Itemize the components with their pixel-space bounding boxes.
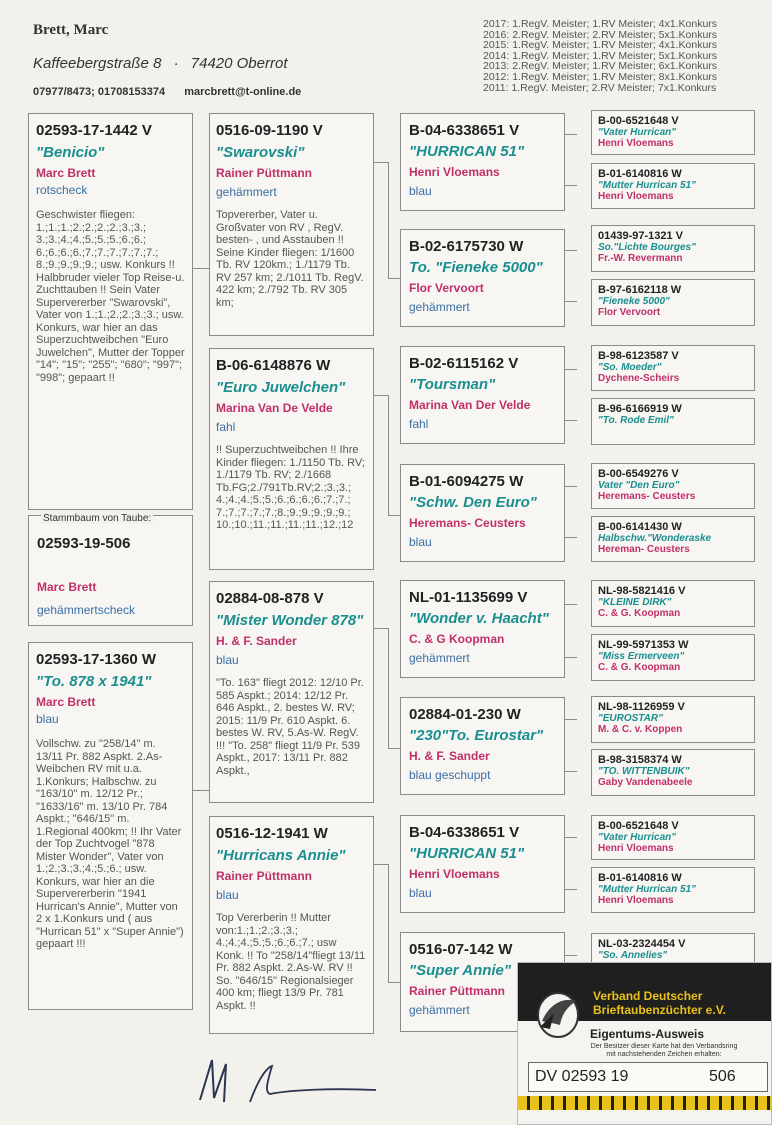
gen4-name: "Mutter Hurrican 51" [598, 180, 696, 191]
pigeon-logo-icon [530, 983, 585, 1043]
father-ring: 02593-17-1442 V [36, 122, 152, 139]
gen2-description: "To. 163" fliegt 2012: 12/10 Pr. 585 Aspkt.; 2014: 12/12 Pr. 646 Aspkt., 2. bestes W. RV; 2015: 11/9 Pr. 610 Aspkt. 6. bestes W. RV, 5.As-W. RegV. !!! "To. 258" fliegt 11/9 Pr. 539 Aspkt., 2017: 13/11 Pr. 882 Aspkt., [216, 677, 364, 777]
gen4-ring: NL-98-1126959 V [598, 701, 685, 713]
card-org-line1: Verband Deutscher [593, 989, 703, 1003]
gen4-name: "Vater Hurrican" [598, 127, 677, 138]
connector-line [565, 604, 577, 605]
card-pattern-strip [518, 1096, 772, 1110]
gen3-ring: B-04-6338651 V [409, 122, 520, 139]
gen3-box [400, 113, 565, 211]
gen2-ring: 02884-08-878 V [216, 590, 324, 607]
gen4-box [591, 749, 755, 796]
gen2-box [209, 113, 374, 336]
gen3-name: "Super Annie" [409, 962, 512, 979]
gen3-box [400, 464, 565, 562]
gen4-breeder: Heremans- Ceusters [598, 491, 696, 502]
gen3-color: blau [409, 886, 432, 900]
gen3-color: blau geschuppt [409, 768, 491, 782]
gen4-box [591, 225, 755, 272]
gen4-name: So."Lichte Bourges" [598, 242, 696, 253]
gen4-name: "So. Annelies" [598, 950, 668, 961]
gen4-ring: 01439-97-1321 V [598, 230, 684, 242]
gen3-ring: B-02-6115162 V [409, 355, 519, 372]
gen2-box [209, 348, 374, 570]
gen4-breeder: Henri Vloemans [598, 895, 674, 906]
card-ring-field [528, 1062, 768, 1092]
gen2-ring: 0516-12-1941 W [216, 825, 328, 842]
gen2-description: Top Vererberin !! Mutter von:1.;1.;2.;3.;3.; 4.;4.;4.;5.;5.;6.;6.;7.; usw Konk. !! To "258/14"fliegt 13/11 Pr. 882 Aspkt. 2.As-W. RV !! So. "646/15" Regionalsieger 400 km; fliegt 13/9 Pr. 781 Aspkt. !! [216, 912, 366, 1012]
gen3-ring: B-01-6094275 W [409, 473, 524, 490]
gen4-box [591, 398, 755, 445]
gen4-breeder: Flor Vervoort [598, 307, 661, 318]
gen4-box [591, 345, 755, 391]
connector-line [565, 185, 577, 186]
gen4-ring: B-98-6123587 V [598, 350, 679, 362]
gen4-box [591, 110, 755, 155]
connector-line [388, 395, 389, 515]
gen4-breeder: C. & G. Koopman [598, 662, 681, 673]
connector-line [565, 486, 577, 487]
gen3-color: gehämmert [409, 300, 470, 314]
gen4-name: "Mutter Hurrican 51" [598, 884, 696, 895]
gen2-name: "Hurricans Annie" [216, 847, 346, 864]
father-breeder: Marc Brett [36, 166, 96, 180]
connector-line [388, 628, 389, 748]
gen4-box [591, 696, 755, 743]
gen2-color: gehämmert [216, 185, 277, 199]
card-org-line2: Brieftaubenzüchter e.V. [593, 1003, 726, 1017]
connector-line [388, 162, 389, 278]
gen4-name: Vater "Den Euro" [598, 480, 680, 491]
connector-line [565, 889, 577, 890]
father-color: rotscheck [36, 183, 88, 197]
gen4-breeder: C. & G. Koopman [598, 608, 681, 619]
gen3-name: "HURRICAN 51" [409, 845, 525, 862]
gen3-color: gehämmert [409, 651, 470, 665]
mother-color: blau [36, 712, 59, 726]
connector-line [565, 134, 577, 135]
connector-line [565, 420, 577, 421]
gen2-breeder: H. & F. Sander [216, 634, 297, 648]
gen4-name: "Fieneke 5000" [598, 296, 670, 307]
connector-line [565, 719, 577, 720]
gen3-name: "Schw. Den Euro" [409, 494, 537, 511]
gen2-color: blau [216, 653, 239, 667]
gen4-box [591, 815, 755, 860]
gen4-name: Halbschw."Wonderaske [598, 533, 712, 544]
gen3-color: blau [409, 184, 432, 198]
connector-line [565, 955, 577, 956]
gen4-breeder: Gaby Vandenabeele [598, 777, 693, 788]
connector-line [193, 790, 209, 791]
subject-color: gehämmertscheck [37, 603, 136, 617]
gen4-box [591, 163, 755, 209]
gen3-breeder: H. & F. Sander [409, 749, 490, 763]
gen2-box [209, 816, 374, 1034]
owner-contact [33, 86, 301, 98]
mother-description: Vollschw. zu "258/14" m. 13/11 Pr. 882 Aspkt. 2.As-Weibchen RV mit u.a. 1.Konkurs; Halbschw. zu "163/10" m. 12/12 Pr.; "1633/16" m. 13/10 Pr. 784 Aspkt.; "646/15" m. 1.Regional 400km; !! Ihr Vater der Top Zuchtvogel "878 Mister Wonder", Vater von 1.;2.;3.;3.;4.;5.;6.; usw. Konkurs, war hier an die Supervererberin "1941 Hurrican's Annie", Mutter von 2 x 1.Konkurs und ( aus "Hurrican 51" x "Super Annie") gepaart !!! [36, 738, 184, 950]
gen4-ring: B-01-6140816 W [598, 872, 682, 884]
gen3-box [400, 697, 565, 795]
title-line: 2015: 1.RegV. Meister; 1.RV Meister; 4x1.Konkurs [483, 39, 718, 52]
gen4-name: "KLEINE DIRK" [598, 597, 672, 608]
address-street: Kaffeebergstraße 8 [33, 55, 162, 72]
gen4-ring: NL-99-5971353 W [598, 639, 689, 651]
gen2-color: blau [216, 888, 239, 902]
gen2-ring: 0516-09-1190 V [216, 122, 323, 139]
title-line: 2013: 2.RegV. Meister; 1.RV Meister; 6x1.Konkurs [483, 60, 718, 73]
gen3-breeder: Flor Vervoort [409, 281, 484, 295]
gen4-ring: NL-03-2324454 V [598, 938, 686, 950]
gen4-name: "Vater Hurrican" [598, 832, 677, 843]
gen3-box [400, 815, 565, 913]
gen2-name: "Swarovski" [216, 144, 305, 161]
father-description: Geschwister fliegen: 1.;1.;1.;2.;2.;2.;2.;3.;3.; 3.;3.;4.;4.;5.;5.;5.;6.;6.; 6.;6.;6.;6.;7.;7.;7.;7.;7.;7.; 8.;9.;9.;9.;9.; usw. Konkurs !! Halbbruder vieler Top Reise-u. Zuchttauben !! Sein Vater Supervererber "Swarovski", Vater von 1.;1.;2.;2.;3.;3.; usw. Konkurs, war hier an das Superzuchtweibchen "Euro Juwelchen", Mutter der Topper "14"; "15"; "255"; "680"; "997"; "998"; gepaart !! [36, 209, 185, 384]
subject-breeder: Marc Brett [37, 580, 97, 594]
connector-line [565, 657, 577, 658]
gen3-name: "Wonder v. Haacht" [409, 610, 549, 627]
card-title: Eigentums-Ausweis [590, 1027, 705, 1041]
gen3-ring: 0516-07-142 W [409, 941, 513, 958]
owner-phones: 07977/8473; 01708153374 [33, 86, 166, 98]
gen4-ring: B-97-6162118 W [598, 284, 682, 296]
card-subtitle [564, 1043, 764, 1059]
card-ring-code: DV 02593 19 [535, 1068, 629, 1085]
ownership-card [517, 962, 772, 1125]
title-line: 2011: 1.RegV. Meister; 2.RV Meister; 7x1.Konkurs [483, 81, 717, 94]
gen3-breeder: Marina Van Der Velde [409, 398, 531, 412]
gen4-box [591, 867, 755, 913]
subject-ring: 02593-19-506 [37, 535, 131, 552]
connector-line [193, 268, 209, 269]
connector-line [565, 837, 577, 838]
gen4-name: "EUROSTAR" [598, 713, 663, 724]
gen3-breeder: Henri Vloemans [409, 867, 500, 881]
gen4-breeder: Henri Vloemans [598, 138, 674, 149]
gen4-breeder: Fr.-W. Revermann [598, 253, 683, 264]
gen3-box [400, 229, 565, 327]
gen2-description: Topvererber, Vater u. Großvater von RV , RegV. besten- , und Asstauben !! Seine Kinder fliegen: 1/1600 Tb. RV 120km.; 1./1179 Tb. RV 257 km; 2./1011 Tb. RegV. 422 km; 2./792 Tb. RV 305 km; [216, 209, 364, 309]
gen4-ring: B-00-6141430 W [598, 521, 682, 533]
gen3-ring: B-02-6175730 W [409, 238, 524, 255]
connector-line [374, 162, 388, 163]
title-line: 2012: 1.RegV. Meister; 1.RV Meister; 8x1.Konkurs [483, 70, 718, 83]
gen3-color: fahl [409, 417, 429, 431]
gen2-ring: B-06-6148876 W [216, 357, 331, 374]
gen3-name: "230"To. Eurostar" [409, 727, 544, 744]
gen3-ring: B-04-6338651 V [409, 824, 520, 841]
connector-line [565, 771, 577, 772]
card-subtitle-line2: mit nachstehenden Zeichen erhalten: [606, 1051, 722, 1058]
gen4-name: "To. Rode Emil" [598, 415, 674, 426]
address-separator: · [173, 55, 179, 72]
connector-line [565, 301, 577, 302]
connector-line [388, 864, 389, 982]
connector-line [565, 250, 577, 251]
gen4-ring: B-00-6521648 V [598, 115, 679, 127]
mother-ring: 02593-17-1360 W [36, 651, 157, 668]
gen4-box [591, 580, 755, 627]
connector-line [565, 537, 577, 538]
gen3-color: gehämmert [409, 1003, 470, 1017]
gen2-color: fahl [216, 420, 236, 434]
signature [180, 1050, 390, 1110]
gen3-breeder: Henri Vloemans [409, 165, 500, 179]
gen3-ring: NL-01-1135699 V [409, 589, 528, 606]
titles-list [483, 19, 763, 93]
gen3-name: To. "Fieneke 5000" [409, 259, 543, 276]
mother-breeder: Marc Brett [36, 695, 96, 709]
owner-name: Brett, Marc [33, 22, 109, 38]
owner-email: marcbrett@t-online.de [184, 86, 302, 98]
address-city: 74420 Oberrot [190, 55, 288, 72]
gen2-breeder: Rainer Püttmann [216, 869, 313, 883]
gen2-breeder: Marina Van De Velde [216, 401, 333, 415]
gen3-breeder: Heremans- Ceusters [409, 516, 526, 530]
gen2-box [209, 581, 374, 803]
gen4-box [591, 634, 755, 681]
connector-line [388, 982, 400, 983]
gen4-breeder: Henri Vloemans [598, 191, 674, 202]
title-line: 2016: 2.RegV. Meister; 2.RV Meister; 5x1.Konkurs [483, 28, 718, 41]
card-ring-number: 506 [709, 1068, 736, 1085]
father-box [28, 113, 193, 510]
gen4-breeder: Hereman- Ceusters [598, 544, 690, 555]
connector-line [565, 369, 577, 370]
gen2-name: "Euro Juwelchen" [216, 379, 346, 396]
connector-line [388, 748, 400, 749]
gen3-box [400, 346, 565, 444]
title-line: 2014: 1.RegV. Meister; 1.RV Meister; 5x1.Konkurs [483, 49, 718, 62]
gen2-description: !! Superzuchtweibchen !! Ihre Kinder fliegen: 1./1150 Tb. RV; 1./1179 Tb. RV; 2./1668 Tb.FG;2./791Tb.RV;2.;3.;3.; 4.;4.;4.;5.;5.;6.;6.;6.;6.;7.;7.; 7.;7.;7.;7.;7.;8.;9.;9.;9.;9.;9.; 10.;10.;11.;11.;11.;11.;12.;12 [216, 444, 365, 531]
owner-address [33, 55, 288, 72]
title-line: 2017: 1.RegV. Meister; 1.RV Meister; 4x1.Konkurs [483, 18, 718, 30]
connector-line [388, 515, 400, 516]
gen4-ring: B-98-3158374 W [598, 754, 682, 766]
gen4-ring: B-00-6521648 V [598, 820, 679, 832]
gen4-ring: NL-98-5821416 V [598, 585, 686, 597]
gen4-ring: B-00-6549276 V [598, 468, 679, 480]
mother-box [28, 642, 193, 1010]
gen3-box [400, 580, 565, 678]
father-name: "Benicio" [36, 144, 105, 161]
gen4-box [591, 463, 755, 509]
gen4-box [591, 516, 755, 562]
gen4-ring: B-96-6166919 W [598, 403, 682, 415]
gen3-breeder: C. & G Koopman [409, 632, 505, 646]
mother-name: "To. 878 x 1941" [36, 673, 152, 690]
connector-line [374, 864, 388, 865]
gen4-breeder: M. & C. v. Koppen [598, 724, 683, 735]
subject-label: Stammbaum von Taube: [43, 513, 152, 524]
gen3-name: "Toursman" [409, 376, 496, 393]
gen4-name: "So. Moeder" [598, 362, 662, 373]
connector-line [388, 278, 400, 279]
gen4-breeder: Henri Vloemans [598, 843, 674, 854]
connector-line [374, 395, 388, 396]
gen4-breeder: Dychene-Scheirs [598, 373, 680, 384]
gen2-name: "Mister Wonder 878" [216, 612, 364, 629]
gen4-box [591, 279, 755, 326]
card-org [593, 989, 726, 1017]
gen3-breeder: Rainer Püttmann [409, 984, 506, 998]
subject-pigeon-box [28, 515, 193, 626]
gen2-breeder: Rainer Püttmann [216, 166, 313, 180]
gen3-ring: 02884-01-230 W [409, 706, 521, 723]
gen4-name: "Miss Ermerveen" [598, 651, 685, 662]
gen4-name: "TO. WITTENBUIK" [598, 766, 690, 777]
card-subtitle-line1: Der Besitzer dieser Karte hat den Verbandsring [590, 1043, 738, 1050]
gen3-name: "HURRICAN 51" [409, 143, 525, 160]
gen4-ring: B-01-6140816 W [598, 168, 682, 180]
connector-line [374, 628, 388, 629]
gen3-color: blau [409, 535, 432, 549]
